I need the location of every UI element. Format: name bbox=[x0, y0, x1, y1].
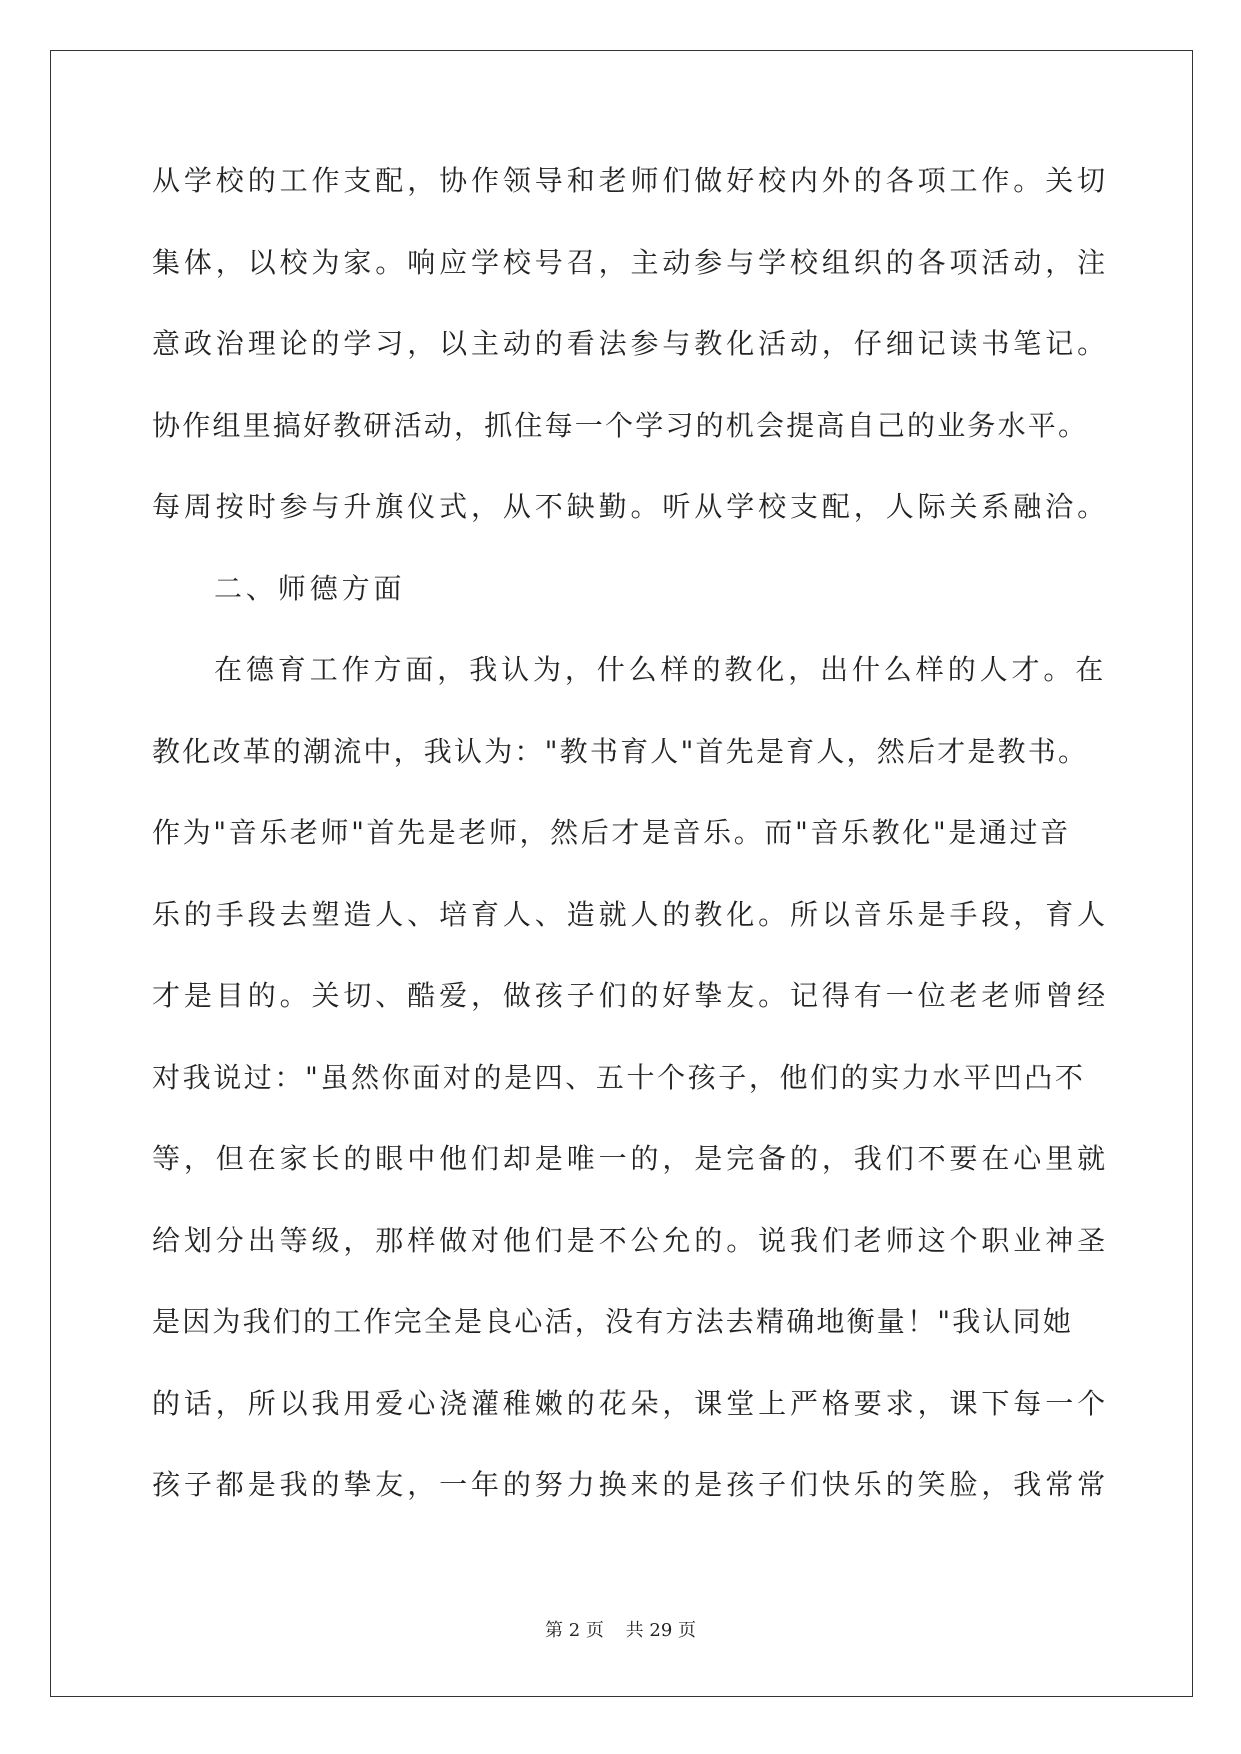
text-line: 协作组里搞好教研活动，抓住每一个学习的机会提高自己的业务水平。 bbox=[152, 408, 1089, 442]
document-body bbox=[152, 140, 1110, 1526]
text-line: 意政治理论的学习，以主动的看法参与教化活动，仔细记读书笔记。 bbox=[152, 327, 1110, 360]
page-total: 共 29 页 bbox=[625, 1620, 696, 1641]
text-line: 集体，以校为家。响应学校号召，主动参与学校组织的各项活动，注 bbox=[152, 245, 1110, 279]
text-line: 才是目的。关切、酷爱，做孩子们的好挚友。记得有一位老老师曾经 bbox=[152, 979, 1110, 1012]
page-footer bbox=[0, 1616, 1241, 1642]
text-line: 作为"音乐老师"首先是老师，然后才是音乐。而"音乐教化"是通过音 bbox=[152, 816, 1071, 849]
text-line: 乐的手段去塑造人、培育人、造就人的教化。所以音乐是手段，育人 bbox=[152, 897, 1110, 931]
text-line: 是因为我们的工作完全是良心活，没有方法去精确地衡量！"我认同她 bbox=[152, 1305, 1074, 1338]
section-heading: 二、师德方面 bbox=[214, 571, 406, 605]
text-line: 孩子都是我的挚友，一年的努力换来的是孩子们快乐的笑脸，我常常 bbox=[152, 1468, 1110, 1501]
text-line: 每周按时参与升旗仪式，从不缺勤。听从学校支配，人际关系融洽。 bbox=[152, 490, 1110, 523]
text-line: 在德育工作方面，我认为，什么样的教化，出什么样的人才。在 bbox=[214, 653, 1108, 686]
text-line: 等，但在家长的眼中他们却是唯一的，是完备的，我们不要在心里就 bbox=[152, 1142, 1110, 1175]
text-line: 对我说过："虽然你面对的是四、五十个孩子，他们的实力水平凹凸不 bbox=[152, 1060, 1086, 1094]
text-line: 给划分出等级，那样做对他们是不公允的。说我们老师这个职业神圣 bbox=[152, 1223, 1110, 1257]
text-line: 的话，所以我用爱心浇灌稚嫩的花朵，课堂上严格要求，课下每一个 bbox=[152, 1386, 1110, 1420]
text-line: 从学校的工作支配，协作领导和老师们做好校内外的各项工作。关切 bbox=[152, 164, 1110, 197]
text-line: 教化改革的潮流中，我认为："教书育人"首先是育人，然后才是教书。 bbox=[152, 734, 1089, 768]
page-number: 第 2 页 bbox=[545, 1620, 604, 1641]
